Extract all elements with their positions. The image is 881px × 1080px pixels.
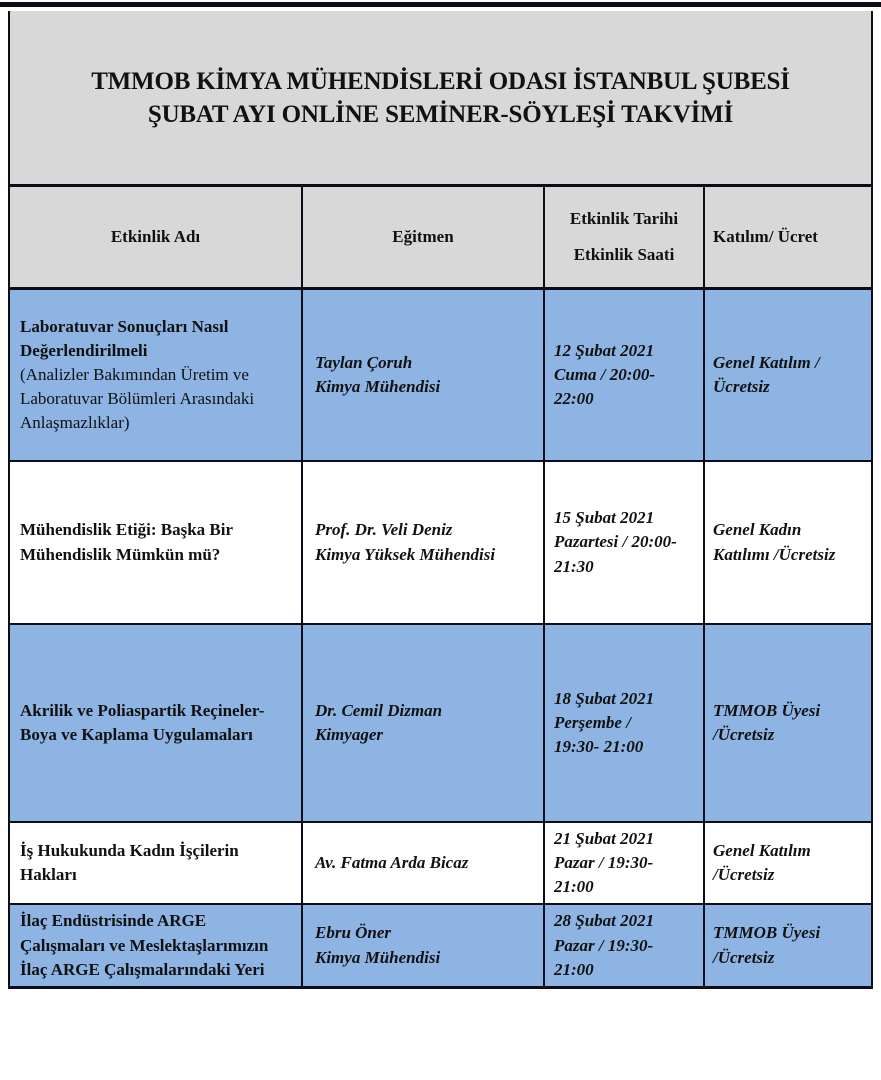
date-line: Pazartesi / 20:00- bbox=[554, 532, 677, 552]
table-title bbox=[10, 11, 871, 187]
trainer-cell bbox=[303, 290, 545, 462]
participation-line: Genel Katılım bbox=[713, 841, 811, 861]
table-row bbox=[10, 625, 871, 823]
trainer-cell bbox=[303, 823, 545, 905]
event-title: Mühendislik Etiği: Başka Bir Mühendislik Mümkün mü? bbox=[20, 520, 233, 564]
date-time-cell bbox=[545, 290, 705, 462]
event-name-cell bbox=[10, 823, 303, 905]
participation-cell bbox=[705, 905, 871, 985]
trainer-cell bbox=[303, 625, 545, 823]
table-row bbox=[10, 290, 871, 462]
event-name-cell bbox=[10, 625, 303, 823]
trainer-name: Taylan Çoruh bbox=[315, 352, 413, 372]
date-line: 18 Şubat 2021 bbox=[554, 688, 655, 708]
trainer-name: Ebru Öner bbox=[315, 923, 392, 943]
participation-line: Katılımı /Ücretsiz bbox=[713, 544, 836, 564]
date-line: Pazar / 19:30- bbox=[554, 935, 654, 955]
trainer-name: Prof. Dr. Veli Deniz bbox=[315, 520, 453, 540]
participation-cell bbox=[705, 462, 871, 625]
header-time-line: Etkinlik Saati bbox=[573, 244, 675, 264]
title-line-1: TMMOB KİMYA MÜHENDİSLERİ ODASI İSTANBUL ŞUBESİ bbox=[91, 67, 790, 95]
trainer-title: Kimya Yüksek Mühendisi bbox=[315, 544, 496, 564]
trainer-name: Dr. Cemil Dizman bbox=[315, 700, 443, 720]
date-time-cell bbox=[545, 823, 705, 905]
participation-cell bbox=[705, 290, 871, 462]
event-subtitle: (Analizler Bakımından Üretim ve Laboratuvar Bölümleri Arasındaki Anlaşmazlıklar) bbox=[20, 364, 255, 433]
event-name-cell bbox=[10, 905, 303, 985]
participation-cell bbox=[705, 823, 871, 905]
table-row bbox=[10, 823, 871, 905]
trainer-title: Kimyager bbox=[315, 725, 383, 744]
date-line: 21:00 bbox=[554, 959, 594, 979]
participation-line: /Ücretsiz bbox=[713, 725, 775, 744]
date-time-cell bbox=[545, 905, 705, 985]
date-line: 19:30- 21:00 bbox=[554, 737, 644, 757]
event-name-cell bbox=[10, 462, 303, 625]
trainer-cell bbox=[303, 462, 545, 625]
trainer-title: Kimya Mühendisi bbox=[315, 947, 441, 967]
date-line: 21 Şubat 2021 bbox=[554, 829, 655, 848]
seminar-calendar-table bbox=[8, 11, 873, 989]
date-line: 21:30 bbox=[554, 556, 594, 576]
participation-line: /Ücretsiz bbox=[713, 947, 775, 967]
header-participation: Katılım/ Ücret bbox=[705, 187, 871, 290]
participation-line: /Ücretsiz bbox=[713, 865, 775, 885]
participation-line: TMMOB Üyesi bbox=[713, 923, 821, 943]
participation-cell bbox=[705, 625, 871, 823]
date-line: Pazar / 19:30- bbox=[554, 853, 654, 873]
table-row bbox=[10, 462, 871, 625]
header-trainer: Eğitmen bbox=[303, 187, 545, 290]
table-row bbox=[10, 905, 871, 985]
date-line: Cuma / 20:00- bbox=[554, 364, 656, 384]
trainer-cell bbox=[303, 905, 545, 985]
participation-line: Ücretsiz bbox=[713, 377, 770, 396]
participation-line: Genel Kadın bbox=[713, 520, 802, 540]
date-line: 12 Şubat 2021 bbox=[554, 340, 655, 360]
event-title: İlaç Endüstrisinde ARGE Çalışmaları ve Meslektaşlarımızın İlaç ARGE Çalışmalarındaki Yeri bbox=[20, 911, 269, 979]
event-title: Akrilik ve Poliaspartik Reçineler- Boya ve Kaplama Uygulamaları bbox=[20, 700, 265, 744]
trainer-title: Kimya Mühendisi bbox=[315, 377, 441, 396]
header-event-name: Etkinlik Adı bbox=[10, 187, 303, 290]
trainer-name: Av. Fatma Arda Bicaz bbox=[315, 853, 469, 873]
date-time-cell bbox=[545, 625, 705, 823]
table-header-row bbox=[10, 187, 871, 290]
event-title: İş Hukukunda Kadın İşçilerin Hakları bbox=[20, 841, 239, 885]
date-line: Perşembe / bbox=[554, 712, 631, 732]
participation-line: Genel Katılım / bbox=[713, 352, 820, 372]
title-line-2: ŞUBAT AYI ONLİNE SEMİNER-SÖYLEŞİ TAKVİMİ bbox=[147, 100, 734, 128]
date-time-cell bbox=[545, 462, 705, 625]
participation-line: TMMOB Üyesi bbox=[713, 700, 821, 720]
date-line: 21:00 bbox=[554, 877, 594, 897]
header-date-line: Etkinlik Tarihi bbox=[569, 209, 679, 229]
date-line: 22:00 bbox=[554, 389, 594, 409]
date-line: 15 Şubat 2021 bbox=[554, 508, 655, 528]
header-date-time bbox=[545, 187, 705, 290]
event-name-cell bbox=[10, 290, 303, 462]
page-top-border bbox=[0, 2, 881, 7]
event-title: Laboratuvar Sonuçları Nasıl Değerlendirilmeli bbox=[20, 316, 229, 360]
date-line: 28 Şubat 2021 bbox=[554, 911, 655, 931]
